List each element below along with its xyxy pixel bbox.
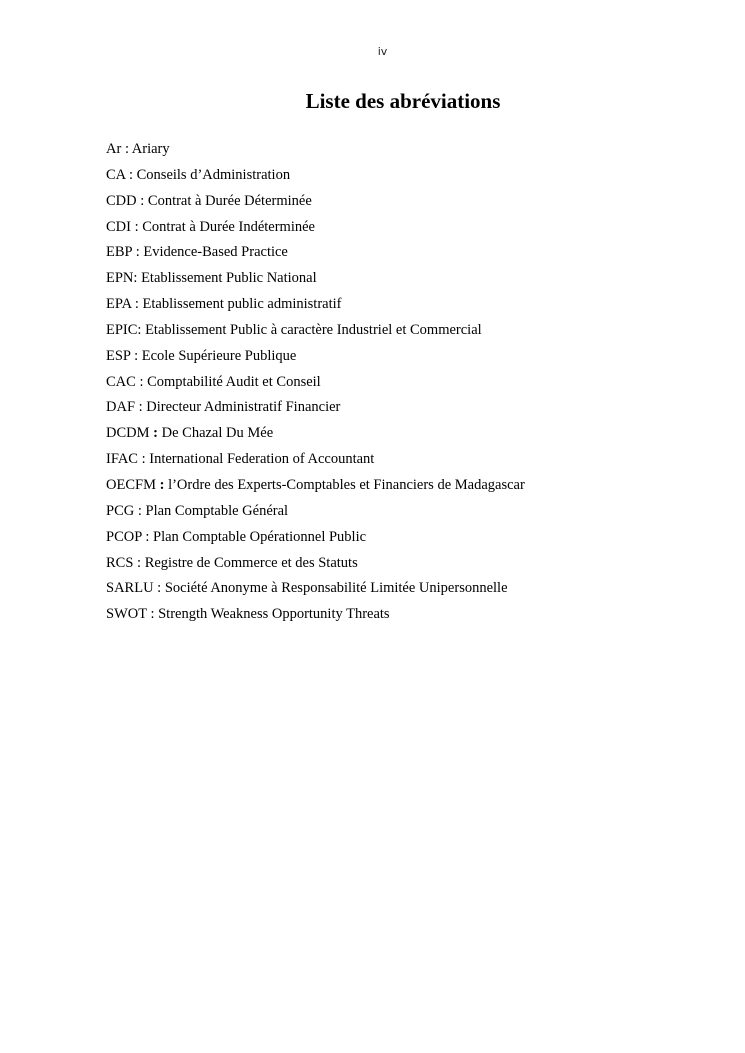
abbreviation-separator: : (130, 218, 143, 235)
abbreviation-definition: Comptabilité Audit et Conseil (147, 373, 321, 390)
abbreviation-item (106, 527, 525, 553)
abbreviation-item (106, 475, 525, 501)
abbreviation-code: EPA (106, 296, 132, 313)
abbreviation-code: Ar (106, 141, 122, 157)
page-number: iv (377, 45, 388, 58)
page-title: Liste des abréviations (305, 89, 501, 113)
abbreviation-item (106, 397, 525, 423)
abbreviation-separator: : (155, 476, 169, 493)
abbreviation-separator: : (130, 347, 142, 364)
abbreviation-separator: : (135, 373, 148, 390)
abbreviation-code: IFAC (106, 451, 138, 468)
abbreviation-code: CDD (106, 192, 137, 209)
abbreviation-definition: Société Anonyme à Responsabilité Limitée Unipersonnelle (164, 580, 508, 597)
abbreviation-item (106, 346, 525, 372)
abbreviation-item (106, 578, 525, 604)
abbreviation-code: RCS (106, 554, 134, 571)
abbreviation-separator: : (136, 192, 148, 209)
abbreviation-separator: : (135, 399, 147, 416)
abbreviation-code: PCG (106, 502, 135, 519)
abbreviation-item (106, 372, 525, 398)
abbreviation-definition: Ariary (131, 141, 170, 157)
abbreviation-code: EBP (106, 244, 133, 261)
abbreviation-separator: : (133, 270, 142, 287)
abbreviation-code: SARLU (106, 580, 154, 597)
abbreviation-separator: : (141, 528, 154, 545)
abbreviation-item (106, 553, 525, 579)
abbreviation-definition: Ecole Supérieure Publique (141, 347, 297, 364)
abbreviation-code: DAF (106, 399, 136, 416)
abbreviation-code: DCDM (106, 425, 150, 442)
abbreviation-item (106, 191, 525, 217)
abbreviation-separator: : (137, 451, 150, 468)
abbreviation-separator: : (134, 502, 146, 519)
abbreviation-definition: Etablissement public administratif (142, 296, 342, 313)
abbreviation-definition: Etablissement Public National (141, 270, 317, 287)
abbreviation-code: CA (106, 166, 126, 183)
abbreviation-list (106, 139, 525, 630)
abbreviation-item (106, 604, 525, 630)
abbreviation-separator: : (133, 554, 145, 571)
abbreviation-code: EPIC (106, 321, 138, 338)
abbreviation-item (106, 449, 525, 475)
abbreviation-separator: : (121, 141, 132, 157)
abbreviation-definition: De Chazal Du Mée (161, 425, 274, 442)
abbreviation-separator: : (153, 580, 165, 597)
abbreviation-definition: Evidence-Based Practice (143, 244, 288, 261)
abbreviation-code: ESP (106, 347, 131, 364)
abbreviation-separator: : (137, 321, 146, 338)
abbreviation-definition: Registre de Commerce et des Statuts (144, 554, 358, 571)
abbreviation-definition: l’Ordre des Experts-Comptables et Financiers de Madagascar (168, 476, 525, 493)
abbreviation-item (106, 217, 525, 243)
abbreviation-item (106, 501, 525, 527)
abbreviation-separator: : (131, 296, 143, 313)
abbreviation-separator: : (132, 244, 144, 261)
abbreviation-definition: Contrat à Durée Déterminée (147, 192, 312, 209)
abbreviation-item (106, 268, 525, 294)
abbreviation-item (106, 139, 525, 165)
abbreviation-code: CDI (106, 218, 131, 235)
abbreviation-item (106, 294, 525, 320)
abbreviation-code: OECFM (106, 476, 156, 493)
abbreviation-item (106, 165, 525, 191)
abbreviation-definition: Conseils d’Administration (136, 166, 291, 183)
abbreviation-definition: Plan Comptable Général (145, 502, 289, 519)
abbreviation-separator: : (125, 166, 137, 183)
abbreviation-code: PCOP (106, 528, 142, 545)
abbreviation-definition: Strength Weakness Opportunity Threats (158, 606, 390, 623)
abbreviation-item (106, 320, 525, 346)
abbreviation-code: CAC (106, 373, 136, 390)
abbreviation-definition: Etablissement Public à caractère Industriel et Commercial (145, 321, 482, 338)
abbreviation-item (106, 242, 525, 268)
abbreviation-definition: International Federation of Accountant (149, 451, 375, 468)
abbreviation-definition: Directeur Administratif Financier (146, 399, 341, 416)
abbreviation-code: SWOT (106, 606, 147, 623)
abbreviation-definition: Plan Comptable Opérationnel Public (153, 528, 367, 545)
abbreviation-definition: Contrat à Durée Indéterminée (142, 218, 315, 235)
abbreviation-separator: : (146, 606, 159, 623)
abbreviation-separator: : (149, 425, 162, 442)
abbreviation-code: EPN (106, 270, 134, 287)
abbreviation-item (106, 423, 525, 449)
